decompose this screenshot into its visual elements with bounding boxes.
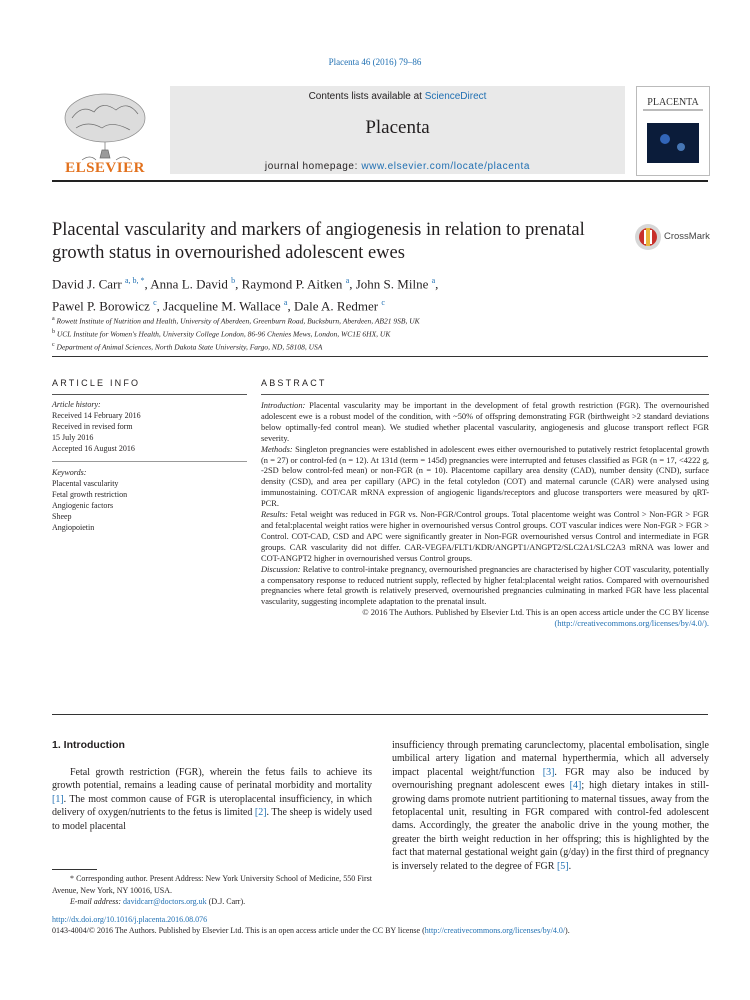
- doi-link[interactable]: http://dx.doi.org/10.1016/j.placenta.2016.08.076: [52, 915, 208, 924]
- journal-homepage-link[interactable]: www.elsevier.com/locate/placenta: [361, 161, 531, 172]
- author-affiliation-marker[interactable]: a: [283, 298, 288, 308]
- affiliation-text: Rowett Institute of Nutrition and Health, University of Aberdeen, Greenburn Road, Bucksburn, Aberdeen, AB21 9SB, UK: [56, 316, 420, 326]
- author-affiliation-marker[interactable]: a, b, *: [124, 276, 145, 285]
- abstract-rule: [261, 394, 709, 395]
- crossmark-label: CrossMark: [664, 231, 710, 242]
- journal-homepage-line: [170, 161, 625, 172]
- author: Jacqueline M. Wallace: [163, 298, 281, 314]
- homepage-prefix: journal homepage:: [264, 161, 362, 172]
- contents-line: [170, 91, 625, 102]
- crossmark-badge[interactable]: [633, 222, 713, 252]
- affiliation-text: Department of Animal Sciences, North Dakota State University, Fargo, ND, 58108, USA: [56, 342, 323, 352]
- keywords: [52, 467, 247, 533]
- journal-cover-thumbnail[interactable]: [636, 86, 710, 176]
- introduction-right-column: [392, 739, 709, 873]
- abstract-section-text: Fetal weight was reduced in FGR vs. Non-FGR/Control groups. Total placentome weight was Control > Non-FGR > FGR and fetal:placental weight ratios were higher in overnourished versus Control groups. COT vascular indices were Non-FGR > FGR > Control. COT-CAD, CSD and APC were significantly greater in Non-FGR overnourished versus Control and intermediate in FGR groups. CAR vascularity did not differ. CAR-VEGFA/FLT1/KDR/ANGPT1/ANGPT2/SLC2A1/SLC2A3 mRNA was lower and COT-ANGPT2 higher in overnourished versus Control groups.: [261, 510, 709, 563]
- author: John S. Milne: [355, 276, 429, 292]
- author: David J. Carr: [52, 276, 122, 292]
- affiliation-item: [52, 340, 692, 353]
- author-separator: ,: [144, 276, 151, 292]
- footnote-rule: [52, 869, 97, 870]
- body-text: ; high dietary intakes in still-growing dams promote nutrient partitioning to maternal tissues, away from the fetoplacental unit, resulting in FGR compared with control-fed adolescent dams. Accordingly, the greater the anabolic drive in the young mother, the greater the birth weight reduction in her offspring; this is highlighted by the fact that maternal gestational weight gain (g/day) in the first third of pregnancy is inversely related to the degree of FGR: [392, 780, 709, 872]
- abstract-section-label: Methods:: [261, 444, 293, 454]
- email-line: [52, 896, 372, 908]
- keyword: Fetal growth restriction: [52, 490, 128, 499]
- author: Anna L. David: [150, 276, 228, 292]
- author-separator: ,: [349, 276, 356, 292]
- abstract-section-text: Singleton pregnancies were established in adolescent ewes either overnourished to putatively restrict fetoplacental growth (n = 27) or control-fed (n = 12). At 131d (term = 145d) pregnancies were interrupted and fetuses classified as FGR (n = 17, <4222 g, -2SD below control-fed mean) or non-FGR (n = 10). Placentome capillary area density (CAD), number density (CND), surface density (CSD), and area per capillary (APC) in the fetal cotyledon (COT) and maternal caruncle (CAR) were analysed using immunostaining. COT/CAR mRNA expression of angiogenic ligands/receptors and glucose transporters were measured by qRT-PCR.: [261, 444, 709, 509]
- author-separator: ,: [287, 298, 294, 314]
- abstract-bottom-rule: [52, 714, 708, 715]
- article-info-heading: ARTICLE INFO: [52, 378, 141, 388]
- citation-link[interactable]: [1]: [52, 793, 64, 805]
- journal-name: Placenta: [365, 117, 430, 138]
- introduction-paragraph: [392, 739, 709, 873]
- author-separator: ,: [435, 276, 439, 292]
- article-info-rule: [52, 394, 247, 395]
- author-affiliation-marker[interactable]: b: [231, 276, 236, 285]
- body-text: insufficiency through premating carunclectomy, placental embolisation, single umbilical artery ligation and maternal hyperthermia, which all adversely impact placental weight/function: [392, 740, 709, 778]
- history-item: Accepted 16 August 2016: [52, 444, 135, 453]
- abstract-section-label: Discussion:: [261, 564, 301, 574]
- author: Raymond P. Aitken: [241, 276, 343, 292]
- affiliation-marker: b: [52, 329, 55, 335]
- article-title: Placental vascularity and markers of angiogenesis in relation to prenatal growth status in overnourished adolescent ewes: [52, 220, 585, 263]
- issn-suffix: ).: [565, 926, 570, 935]
- affiliation-marker: a: [52, 316, 55, 322]
- keyword: Angiopoietin: [52, 523, 95, 532]
- crossmark-icon: [633, 222, 663, 252]
- author-separator: ,: [156, 298, 164, 314]
- corresponding-author-footnote: [52, 873, 372, 908]
- abstract-section-text: Relative to control-intake pregnancy, overnourished pregnancies are characterised by higher COT vascularity, potentially a compensatory response to reduced nutrient supply, reflected by higher fetal:placental weight ratios. Compared with overnourished pregnancies where fetal growth is relatively preserved, overnourished pregnancies culminating in marked FGR have less placental vascularity, suggesting incomplete adaptation to the prenatal insult.: [261, 564, 709, 607]
- abstract-section-label: Results:: [261, 510, 288, 520]
- cc-license-link[interactable]: http://creativecommons.org/licenses/by/4.0/: [424, 926, 566, 935]
- author-affiliation-marker[interactable]: c: [153, 298, 157, 308]
- issn-text: 0143-4004/© 2016 The Authors. Published by Elsevier Ltd. This is an open access article under the CC BY license (: [52, 926, 425, 935]
- author-list: [52, 271, 652, 316]
- abstract-heading: ABSTRACT: [261, 378, 327, 388]
- author-affiliation-marker[interactable]: a: [345, 276, 350, 285]
- email-link[interactable]: davidcarr@doctors.org.uk: [123, 897, 207, 906]
- body-text: . The most common cause of FGR is uteroplacental insufficiency, in which delivery of oxygen/nutrients to the fetus is limited: [52, 793, 372, 819]
- issn-license-line: [52, 926, 708, 935]
- publisher-name: ELSEVIER: [65, 160, 145, 176]
- section-rule: [52, 356, 708, 357]
- citation-link[interactable]: [5]: [556, 860, 569, 872]
- introduction-heading: 1. Introduction: [52, 739, 125, 751]
- copyright-text: © 2016 The Authors. Published by Elsevier Ltd. This is an open access article under the CC BY license: [362, 608, 709, 618]
- body-text: .: [568, 860, 572, 872]
- history-rule: [52, 461, 247, 462]
- history-item: Received 14 February 2016: [52, 411, 141, 420]
- abstract-discussion: [261, 565, 709, 609]
- citation-link[interactable]: [2]: [254, 807, 267, 819]
- author: Pawel P. Borowicz: [52, 298, 150, 314]
- body-text: . The sheep is widely used to model placental: [52, 807, 372, 832]
- keyword: Placental vascularity: [52, 479, 119, 488]
- citation-link[interactable]: [4]: [569, 780, 582, 792]
- history-item: 15 July 2016: [52, 433, 94, 442]
- abstract-section-text: Placental vascularity may be important in the development of fetal growth restriction (FGR). The overnourished adolescent ewe is a robust model of the condition, with ~50% of offspring demonstrating FGR (birthweight >2 standard deviations below optimally-fed control mean). We studied whether placental vascularity, angiogenesis and glucose transport reflect FGR severity.: [261, 401, 709, 443]
- keyword: Sheep: [52, 512, 72, 521]
- affiliation-text: UCL Institute for Women's Health, University College London, 86-96 Chenies Mews, London, WC1E 6HX, UK: [56, 329, 391, 339]
- history-label: Article history:: [52, 400, 101, 409]
- abstract-introduction: [261, 401, 709, 445]
- citation-link[interactable]: [3]: [542, 766, 555, 778]
- author-separator: ,: [235, 276, 242, 292]
- email-label: E-mail address:: [70, 897, 124, 906]
- abstract-methods: [261, 445, 709, 510]
- keyword: Angiogenic factors: [52, 501, 114, 510]
- affiliation-item: [52, 314, 692, 327]
- header-rule: [52, 180, 708, 182]
- affiliation-item: [52, 327, 692, 340]
- author: Dale A. Redmer: [293, 298, 379, 314]
- author-affiliation-marker[interactable]: a: [431, 276, 436, 285]
- introduction-left-column: [52, 766, 372, 833]
- body-text: Fetal growth restriction (FGR), wherein the fetus fails to achieve its growth potential, remains a leading cause of perinatal morbidity and mortality: [52, 767, 372, 792]
- article-history: [52, 399, 247, 454]
- keywords-label: Keywords:: [52, 468, 87, 477]
- abstract-body: [261, 401, 709, 630]
- email-suffix: (D.J. Carr).: [206, 897, 246, 906]
- author-affiliation-marker[interactable]: c: [381, 298, 385, 308]
- contents-prefix: Contents lists available at: [308, 91, 425, 102]
- affiliation-marker: c: [52, 342, 55, 348]
- abstract-section-label: Introduction:: [261, 401, 306, 410]
- sciencedirect-link[interactable]: ScienceDirect: [424, 91, 487, 102]
- history-item: Received in revised form: [52, 422, 133, 431]
- license-link[interactable]: (http://creativecommons.org/licenses/by/4.0/).: [554, 619, 709, 629]
- affiliations: [52, 314, 692, 353]
- cover-title: PLACENTA: [647, 97, 699, 108]
- corresponding-note: * Corresponding author. Present Address: New York University School of Medicine, 550 First Avenue, New York, NY 10016, USA.: [52, 874, 372, 895]
- introduction-paragraph: [52, 766, 372, 833]
- abstract-results: [261, 510, 709, 565]
- abstract-copyright: [261, 608, 709, 630]
- journal-reference[interactable]: Placenta 46 (2016) 79–86: [328, 57, 422, 67]
- body-text: . FGR may also be induced by overnourishing pregnant adolescent ewes: [392, 766, 709, 792]
